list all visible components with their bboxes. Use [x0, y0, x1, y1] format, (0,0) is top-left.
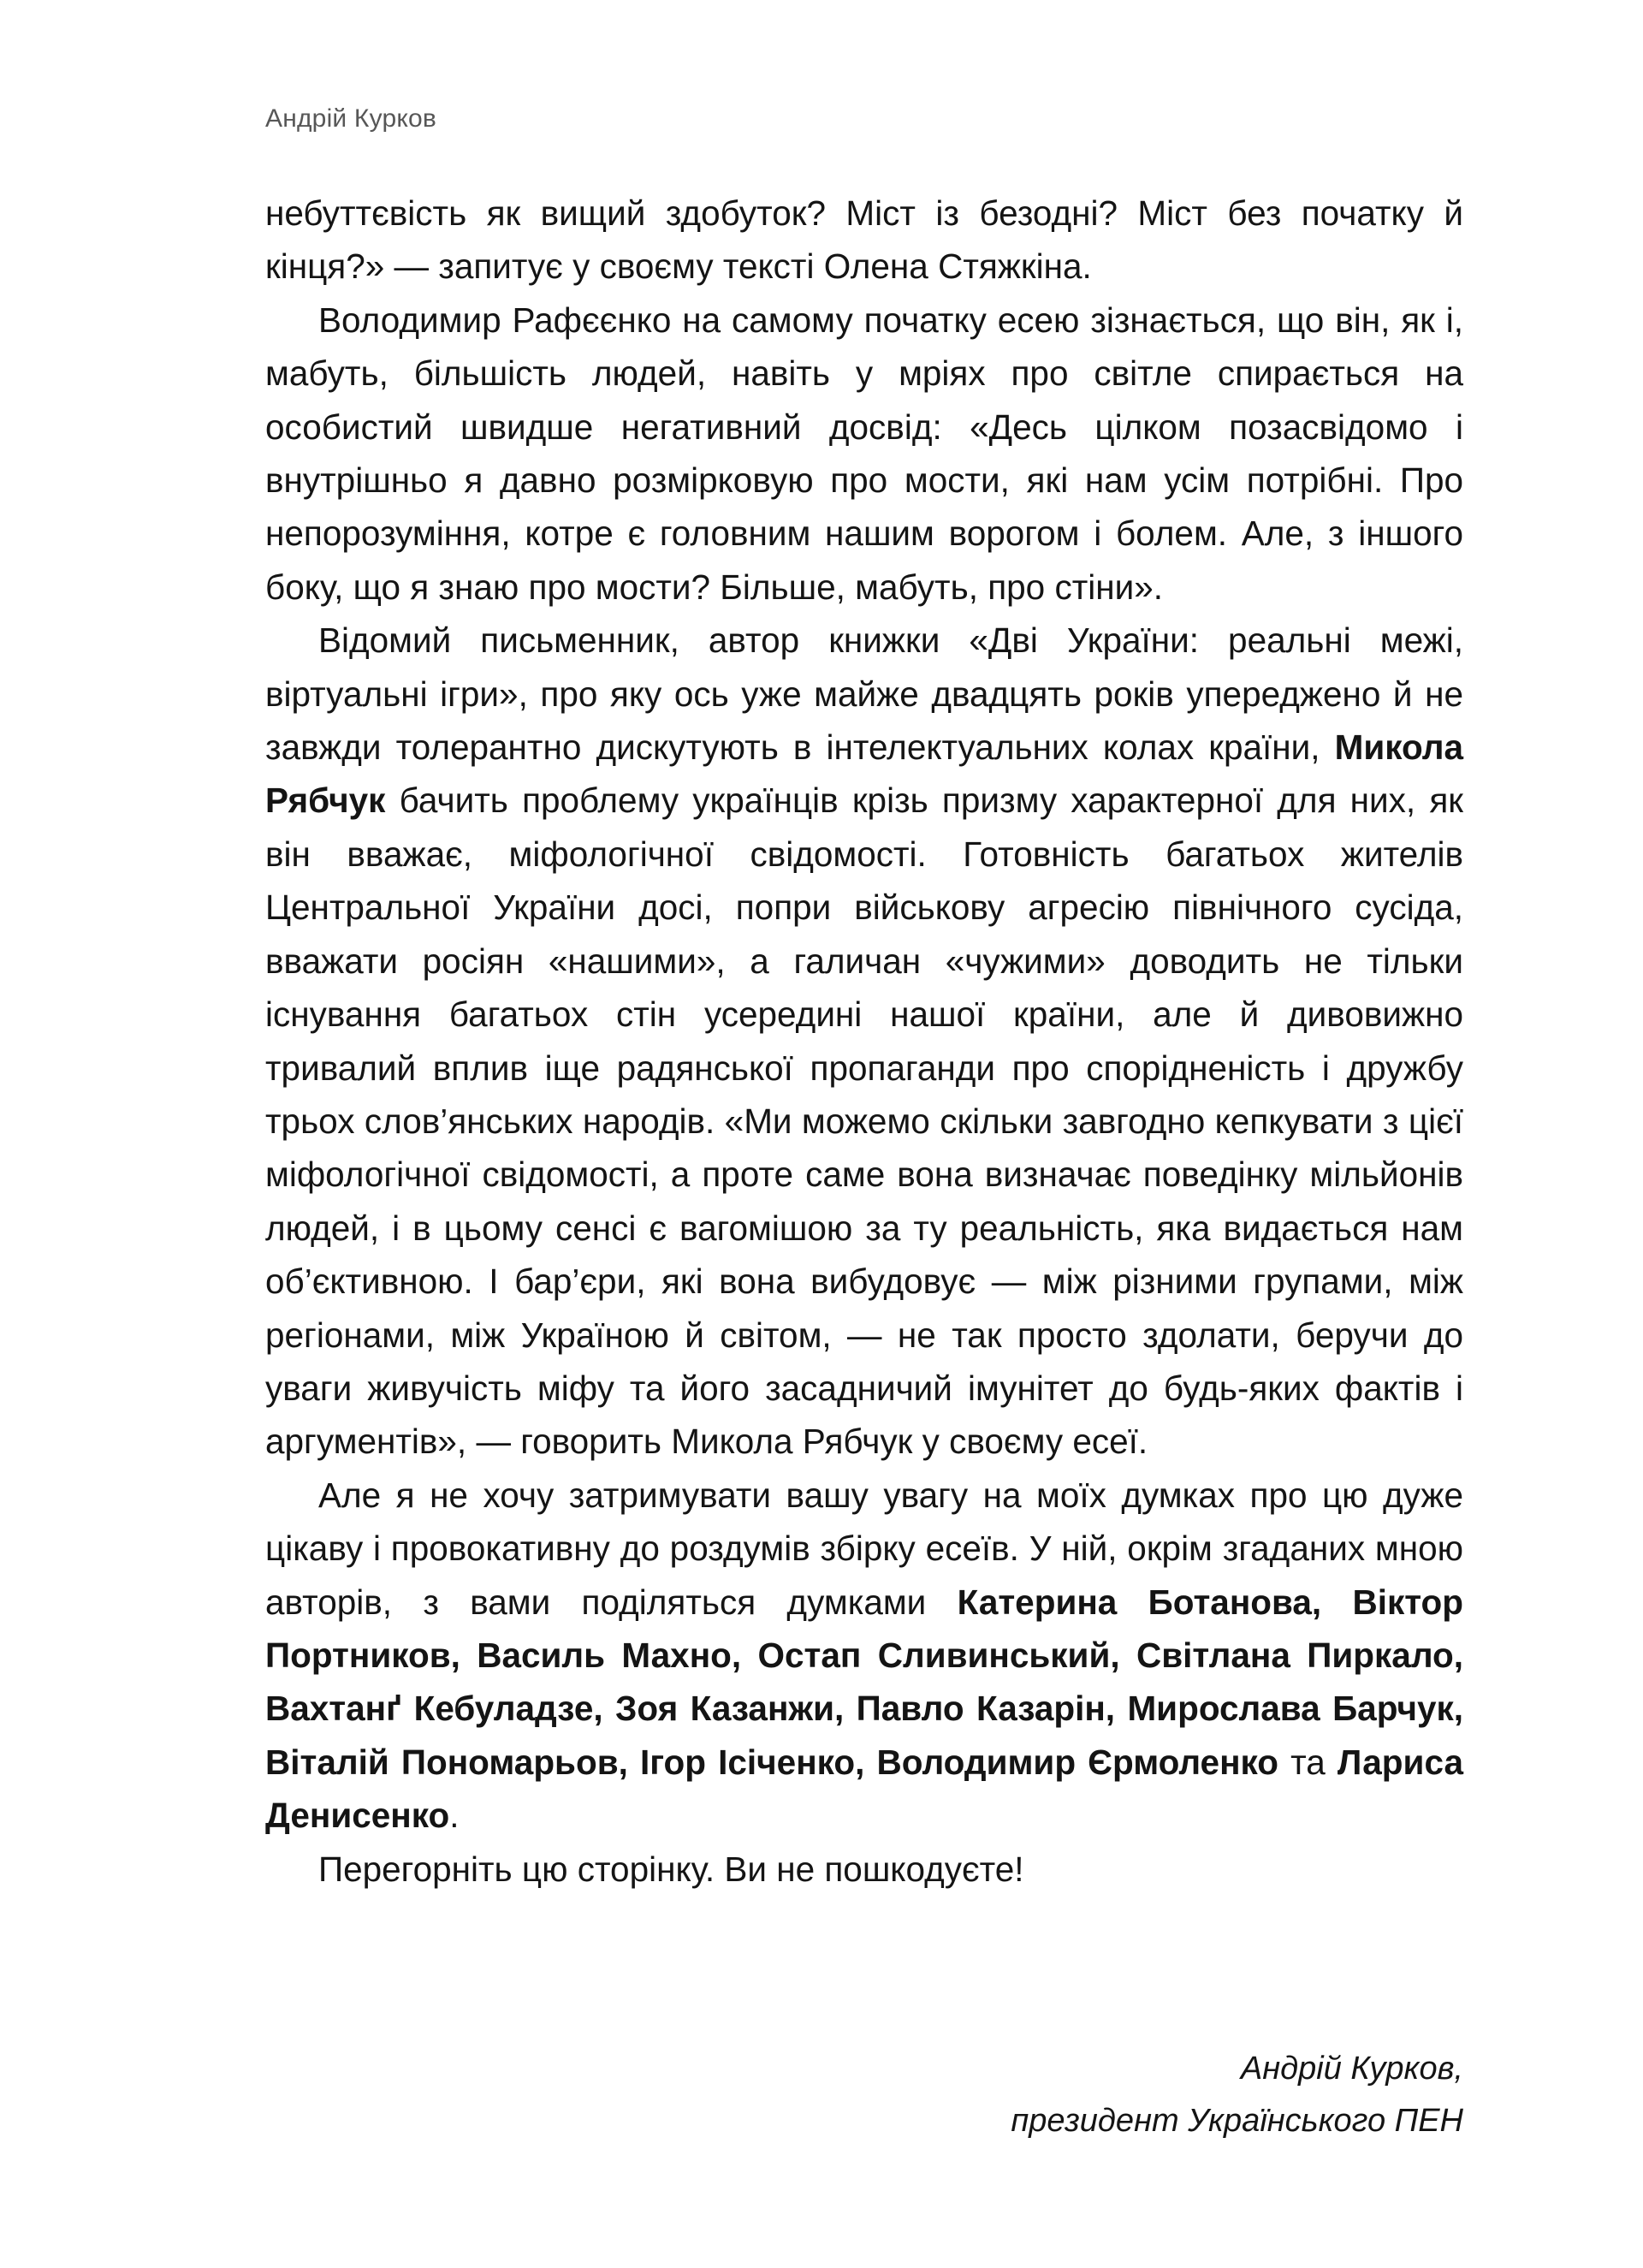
paragraph-ryabchuk-part-1: Відомий письменник, автор книжки «Дві України: реальні межі, віртуальні ігри», про яку ось уже майже двадцять років упереджено й не завжди толерантно дискутують в інтелектуальних колах країни, — [265, 620, 1463, 768]
paragraph-continued: небуттєвість як вищий здобуток? Міст із безодні? Міст без початку й кінця?» — запитує у своєму тексті Олена Стяжкіна. — [265, 193, 1463, 287]
paragraph-ryabchuk — [265, 614, 1463, 1469]
page-body — [265, 187, 1463, 1896]
paragraph-rafeenko: Володимир Рафєєнко на самому початку есею зізнається, що він, як і, мабуть, більшість людей, навіть у мріях про світле спирається на особистий швидше негативний досвід: «Десь цілком позасвідомо і внутрішньо я давно розмірковую про мости, які нам усім потрібні. Про непорозуміння, котре є головним нашим ворогом і болем. Але, з іншого боку, що я знаю про мости? Більше, мабуть, про стіни». — [265, 300, 1463, 607]
paragraph-authors-conjunction: та — [1278, 1742, 1338, 1782]
paragraph-authors-period: . — [449, 1796, 460, 1836]
running-header-author: Андрій Курков — [265, 104, 437, 133]
signature-author-name: Андрій Курков, — [1240, 2051, 1463, 2087]
signature-block — [265, 2043, 1463, 2147]
signature-author-title: президент Українського ПЕН — [1011, 2103, 1463, 2139]
paragraph-authors-part-1: Але я не хочу затримувати вашу увагу на моїх думках про цю дуже цікаву і провокативну до роздумів збірку есеїв. У ній, окрім згаданих мною авторів, з вами поділяться думками — [265, 1475, 1463, 1622]
page-text-column — [265, 0, 1463, 2268]
bold-contributor-names: Катерина Ботанова, Віктор Портников, Василь Махно, Остап Сливинський, Світлана Пиркало, Вахтанґ Кебуладзе, Зоя Казанжи, Павло Казарін, Мирослава Барчук, Віталій Пономарьов, Ігор Ісіченко, Володимир Єрмоленко — [265, 1582, 1464, 1782]
bold-contributor-name-last: Лариса Денисенко — [265, 1742, 1463, 1836]
paragraph-authors-list — [265, 1469, 1463, 1843]
bold-name-mykola-ryabchuk: Микола Рябчук — [265, 727, 1463, 821]
paragraph-closing-call: Перегорніть цю сторінку. Ви не пошкодуєте! — [318, 1849, 1024, 1889]
paragraph-ryabchuk-part-2: бачить проблему українців крізь призму характерної для них, як він вважає, міфологічної свідомості. Готовність багатьох жителів Центральної України досі, попри військову агресію північного сусіда, вважати росіян «нашими», а галичан «чужими» доводить не тільки існування багатьох стін усередині нашої країни, але й дивовижно тривалий вплив іще радянської пропаганди про спорідненість і дружбу трьох слов’янських народів. «Ми можемо скільки завгодно кепкувати з цієї міфологічної свідомості, а проте саме вона визначає поведінку мільйонів людей, і в цьому сенсі є вагомішою за ту реальність, яка видається нам об’єктивною. І бар’єри, які вона вибудовує — між різними групами, між регіонами, між Україною й світом, — не так просто здолати, беручи до уваги живучість міфу та його засадничий імунітет до будь-яких фактів і аргументів», — говорить Микола Рябчук у своєму есеї. — [265, 781, 1463, 1462]
